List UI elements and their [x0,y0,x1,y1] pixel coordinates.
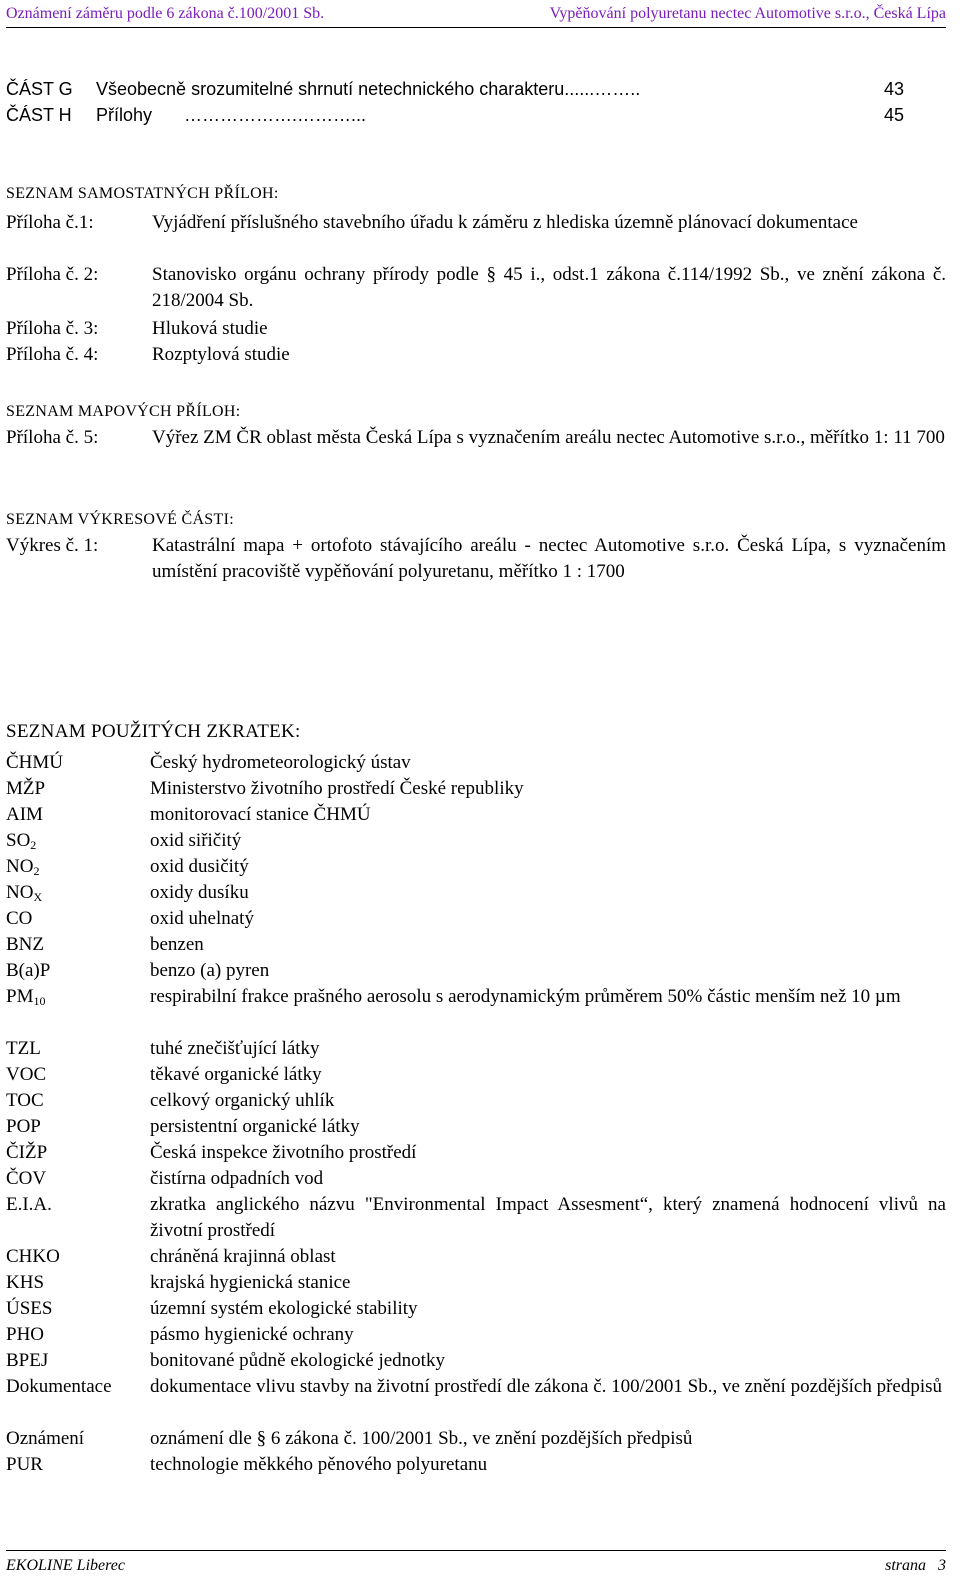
abbreviation-term [6,958,50,984]
abbreviation-definition: respirabilní frakce prašného aerosolu s aerodynamickým průměrem 50% částic menším než 10 µm [150,986,901,1007]
attachment-label: Příloha č. 2: [6,264,99,285]
abbreviation-term [6,1114,41,1140]
abbreviation-term [6,932,44,958]
map-row [6,425,946,477]
abbreviation-term [6,1348,48,1374]
abbreviation-term-text: SO [6,830,31,851]
drawing-row [6,533,946,585]
abbreviation-row [6,1270,946,1296]
abbreviation-row [6,1348,946,1374]
abbreviation-term-text: ČIŽP [6,1142,48,1163]
attachment-row [6,342,946,368]
abbreviation-term [6,1166,46,1192]
abbreviation-term-text: VOC [6,1064,47,1085]
abbreviation-row [6,776,946,802]
abbreviation-term-text: PUR [6,1454,43,1475]
abbreviation-term-text: TOC [6,1090,44,1111]
section-heading: SEZNAM POUŽITÝCH ZKRATEK: [6,721,301,742]
abbreviation-row [6,1088,946,1114]
abbreviation-term-text: ČHMÚ [6,752,64,773]
abbreviation-definition: persistentní organické látky [150,1116,360,1137]
attachment-label: Příloha č. 3: [6,318,99,339]
footer-page [885,1556,946,1576]
abbreviation-term [6,1088,44,1114]
toc-title: Všeobecně srozumitelné shrnutí netechnického charakteru [96,79,565,99]
abbreviation-definition: bonitované půdně ekologické jednotky [150,1350,445,1371]
abbreviation-term [6,1374,112,1400]
abbreviation-definition: benzo (a) pyren [150,960,270,981]
abbreviation-row [6,1114,946,1140]
page-footer [6,1550,946,1576]
abbreviation-row [6,1140,946,1166]
abbreviation-term [6,1244,60,1270]
abbreviation-definition: Česká inspekce životního prostředí [150,1142,417,1163]
abbreviation-subscript: 10 [33,994,46,1008]
toc-key: ČÁST H [6,105,72,125]
abbreviation-term [6,750,63,776]
toc-entry [6,102,946,128]
attachment-row [6,316,946,342]
abbreviation-term-text: NO [6,882,34,903]
attachment-row [6,210,946,262]
abbreviation-term [6,1452,43,1478]
abbreviation-term [6,1270,44,1296]
abbreviation-definition: oxidy dusíku [150,882,249,903]
abbreviation-row [6,1452,946,1478]
abbreviation-definition: celkový organický uhlík [150,1090,335,1111]
attachment-text: Vyjádření příslušného stavebního úřadu k záměru z hlediska územně plánovací dokumentace [152,212,858,233]
abbreviation-definition: oznámení dle § 6 zákona č. 100/2001 Sb., ve znění pozdějších předpisů [150,1428,693,1449]
abbreviation-term-text: ČOV [6,1168,47,1189]
attachment-label: Příloha č. 4: [6,344,99,365]
page-number: 3 [938,1557,946,1574]
abbreviation-row [6,1244,946,1270]
abbreviation-definition: zkratka anglického názvu "Environmental Impact Assesment“, který znamená hodnocení vlivů na životní prostředí [150,1194,946,1241]
abbreviation-row [6,880,946,906]
abbreviation-term-text: ÚSES [6,1298,53,1319]
abbreviation-term [6,1192,52,1218]
drawing-label: Výkres č. 1: [6,535,99,556]
abbreviation-term-text: E.I.A. [6,1194,52,1215]
abbreviation-definition: chráněná krajinná oblast [150,1246,336,1267]
abbreviation-row [6,932,946,958]
page-label: strana [885,1557,926,1574]
abbreviation-row [6,1296,946,1322]
section-heading: SEZNAM SAMOSTATNÝCH PŘÍLOH: [6,185,279,202]
abbreviation-row [6,1062,946,1088]
abbreviation-definition: dokumentace vlivu stavby na životní prostředí dle zákona č. 100/2001 Sb., ve znění pozdějších předpisů [150,1376,942,1397]
section-heading: SEZNAM MAPOVÝCH PŘÍLOH: [6,403,241,420]
map-text: Výřez ZM ČR oblast města Česká Lípa s vyznačením areálu nectec Automotive s.r.o., měřítko 1: 11 700 [152,427,945,448]
abbreviation-term-text: PM [6,986,34,1007]
abbreviation-definition: krajská hygienická stanice [150,1272,351,1293]
abbreviation-definition: technologie měkkého pěnového polyuretanu [150,1454,488,1475]
abbreviation-definition: oxid uhelnatý [150,908,254,929]
abbreviation-row [6,1192,946,1244]
toc-page: 45 [884,105,905,125]
abbreviation-term [6,880,42,906]
abbreviation-definition: Ministerstvo životního prostředí České republiky [150,778,524,799]
toc-dots: ……………….………... [184,105,367,125]
abbreviation-row [6,1426,946,1452]
abbreviation-definition: tuhé znečišťující látky [150,1038,320,1059]
abbreviation-term [6,1140,47,1166]
abbreviation-term [6,1296,52,1322]
abbreviation-row [6,958,946,984]
toc-entry [6,76,946,102]
attachment-text: Stanovisko orgánu ochrany přírody podle § 45 i., odst.1 zákona č.114/1992 Sb., ve znění zákona č. 218/2004 Sb. [152,264,946,311]
abbreviation-subscript: 2 [30,838,37,852]
abbreviation-term-text: BPEJ [6,1350,49,1371]
section-heading: SEZNAM VÝKRESOVÉ ČÁSTI: [6,511,234,528]
header-right: Vypěňování polyuretanu nectec Automotive s.r.o., Česká Lípa [549,5,946,22]
toc-title: Přílohy [96,105,153,125]
header-left: Oznámení záměru podle 6 zákona č.100/2001 Sb. [6,5,325,22]
abbreviation-row [6,1166,946,1192]
abbreviation-definition: monitorovací stanice ČHMÚ [150,804,371,825]
abbreviation-term [6,984,45,1010]
toc-key: ČÁST G [6,79,73,99]
abbreviation-row [6,750,946,776]
abbreviation-subscript: 2 [33,864,40,878]
abbreviation-term-text: TZL [6,1038,41,1059]
abbreviation-term-text: MŽP [6,778,46,799]
abbreviation-term [6,854,39,880]
abbreviation-definition: územní systém ekologické stability [150,1298,418,1319]
abbreviation-row [6,1036,946,1062]
page-header [6,4,946,28]
abbreviation-term-text: B(a)P [6,960,51,981]
abbreviation-term [6,828,36,854]
abbreviation-term [6,906,32,932]
abbreviation-definition: těkavé organické látky [150,1064,322,1085]
abbreviation-term [6,1036,41,1062]
toc-page: 43 [884,79,905,99]
abbreviation-term-text: KHS [6,1272,45,1293]
abbreviation-term-text: PHO [6,1324,45,1345]
attachment-row [6,262,946,314]
abbreviation-row [6,906,946,932]
abbreviation-term-text: BNZ [6,934,44,955]
map-label: Příloha č. 5: [6,427,99,448]
abbreviation-term [6,1322,44,1348]
abbreviation-row [6,984,946,1036]
abbreviation-definition: oxid dusičitý [150,856,249,877]
abbreviation-definition: oxid siřičitý [150,830,242,851]
abbreviation-term [6,776,45,802]
abbreviation-term-text: POP [6,1116,41,1137]
abbreviation-term-text: Dokumentace [6,1376,112,1397]
abbreviation-term [6,802,43,828]
abbreviation-definition: čistírna odpadních vod [150,1168,324,1189]
drawing-text: Katastrální mapa + ortofoto stávajícího areálu - nectec Automotive s.r.o. Česká Lípa, s vyznačením umístění pracoviště vypěňování polyuretanu, měřítko 1 : 1700 [152,535,946,582]
abbreviation-row [6,1374,946,1426]
abbreviation-term-text: CHKO [6,1246,60,1267]
abbreviation-term-text: NO [6,856,34,877]
abbreviation-definition: pásmo hygienické ochrany [150,1324,354,1345]
footer-left: EKOLINE Liberec [6,1557,125,1574]
attachment-text: Hluková studie [152,318,268,339]
toc-dots: ......…….. [564,79,641,99]
abbreviation-definition: benzen [150,934,204,955]
abbreviation-term-text: CO [6,908,33,929]
abbreviation-definition: Český hydrometeorologický ústav [150,752,411,773]
attachment-text: Rozptylová studie [152,344,290,365]
abbreviation-term-text: Oznámení [6,1428,85,1449]
abbreviation-term [6,1426,84,1452]
abbreviation-term-text: AIM [6,804,43,825]
abbreviation-row [6,1322,946,1348]
abbreviation-term [6,1062,46,1088]
abbreviation-row [6,828,946,854]
abbreviation-subscript: X [33,890,43,904]
abbreviation-row [6,854,946,880]
attachment-label: Příloha č.1: [6,212,94,233]
abbreviation-row [6,802,946,828]
